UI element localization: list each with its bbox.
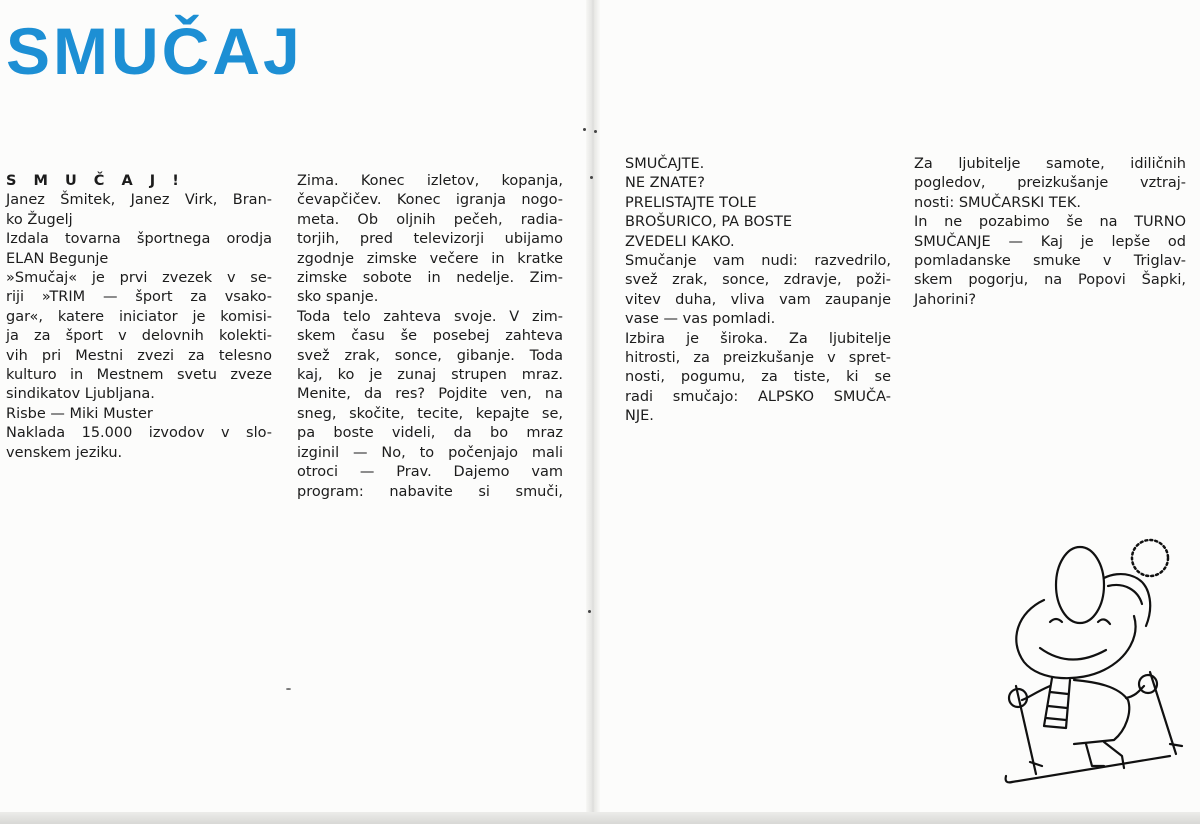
- text-line: svež zrak, sonce, gibanje. Toda: [297, 347, 563, 364]
- text-line: ja za šport v delovnih kolekti-: [6, 328, 272, 345]
- text-line: In ne pozabimo še na TURNO: [914, 214, 1186, 231]
- text-line: čevapčičev. Konec igranja nogo-: [297, 192, 563, 209]
- page-bottom-edge: [0, 812, 1200, 824]
- text-line: Risbe — Miki Muster: [6, 405, 153, 422]
- text-column-credits: [6, 172, 272, 463]
- text-line: zgodnje zimske večere in kratke: [297, 250, 563, 267]
- text-line: hitrosti, za preizkušanje v spret-: [625, 350, 891, 367]
- text-line: meta. Ob oljnih pečeh, radia-: [297, 211, 563, 228]
- text-line: svež zrak, sonce, zdravje, poži-: [625, 272, 891, 289]
- text-line: program: nabavite si smuči,: [297, 483, 563, 500]
- text-line: skem času še posebej zahteva: [297, 328, 563, 345]
- text-line: Menite, da res? Pojdite ven, na: [297, 386, 563, 403]
- text-line: Naklada 15.000 izvodov v slo-: [6, 425, 272, 442]
- print-speck: [286, 688, 291, 690]
- text-line: Izbira je široka. Za ljubitelje: [625, 330, 891, 347]
- text-line: zimske sobote in nedelje. Zim-: [297, 270, 563, 287]
- text-line: venskem jeziku.: [6, 444, 123, 461]
- text-line: gar«, katere iniciator je komisi-: [6, 308, 272, 325]
- text-line: Izdala tovarna športnega orodja: [6, 231, 272, 248]
- text-line: otroci — Prav. Dajemo vam: [297, 464, 563, 481]
- text-line: kaj, ko je zunaj strupen mraz.: [297, 367, 563, 384]
- print-speck: [590, 176, 593, 179]
- text-line: sko spanje.: [297, 289, 379, 306]
- text-line: Smučanje vam nudi: razvedrilo,: [625, 253, 891, 270]
- text-line: izginil — No, to počenjajo mali: [297, 444, 563, 461]
- text-line: vih pri Mestni zvezi za telesno: [6, 347, 272, 364]
- text-line: Zima. Konec izletov, kopanja,: [297, 173, 563, 189]
- text-line: pomladanske smuke v Triglav-: [914, 253, 1186, 270]
- text-line: vitev duha, vliva vam zaupanje: [625, 291, 891, 308]
- text-line: NE ZNATE?: [625, 175, 705, 192]
- text-line: Toda telo zahteva svoje. V zim-: [297, 308, 563, 325]
- text-line: nosti, pogumu, za tiste, ki se: [625, 369, 891, 386]
- text-line: NJE.: [625, 408, 654, 425]
- text-line: nosti: SMUČARSKI TEK.: [914, 194, 1082, 211]
- text-line: Za ljubitelje samote, idiličnih: [914, 156, 1186, 172]
- text-line: torjih, pred televizorji ubijamo: [297, 231, 563, 248]
- text-line: ko Žugelj: [6, 211, 73, 228]
- text-line: skem pogorju, na Popovi Šapki,: [914, 272, 1186, 289]
- text-line: Jahorini?: [914, 291, 977, 308]
- brochure-title: SMUČAJ: [6, 14, 303, 88]
- column-heading: S M U Č A J !: [6, 173, 185, 189]
- text-line: kulturo in Mestnem svetu zveze: [6, 367, 272, 384]
- print-speck: [583, 128, 586, 131]
- text-line: vase — vas pomladi.: [625, 311, 776, 328]
- text-line: sneg, skočite, tecite, kepajte se,: [297, 405, 563, 422]
- text-line: »Smučaj« je prvi zvezek v se-: [6, 270, 272, 287]
- text-line: Janez Šmitek, Janez Virk, Bran-: [6, 192, 272, 209]
- text-line: ZVEDELI KAKO.: [625, 233, 735, 250]
- text-line: riji »TRIM — šport za vsako-: [6, 289, 272, 306]
- text-line: BROŠURICO, PA BOSTE: [625, 214, 793, 231]
- print-speck: [594, 130, 597, 133]
- text-line: SMUČANJE — Kaj je lepše od: [914, 233, 1186, 250]
- page-gutter: [586, 0, 600, 824]
- print-speck: [588, 610, 591, 613]
- text-line: pa boste videli, da bo mraz: [297, 425, 563, 442]
- text-line: pogledov, preizkušanje vztraj-: [914, 175, 1186, 192]
- skier-illustration: [1000, 530, 1190, 790]
- text-column-touring: [914, 155, 1186, 310]
- text-line: SMUČAJTE.: [625, 156, 705, 172]
- text-column-intro: [297, 172, 563, 502]
- text-line: PRELISTAJTE TOLE: [625, 194, 757, 211]
- text-line: radi smučajo: ALPSKO SMUČA-: [625, 388, 891, 405]
- text-line: ELAN Begunje: [6, 250, 109, 267]
- text-line: sindikatov Ljubljana.: [6, 386, 155, 403]
- text-column-invitation: [625, 155, 891, 427]
